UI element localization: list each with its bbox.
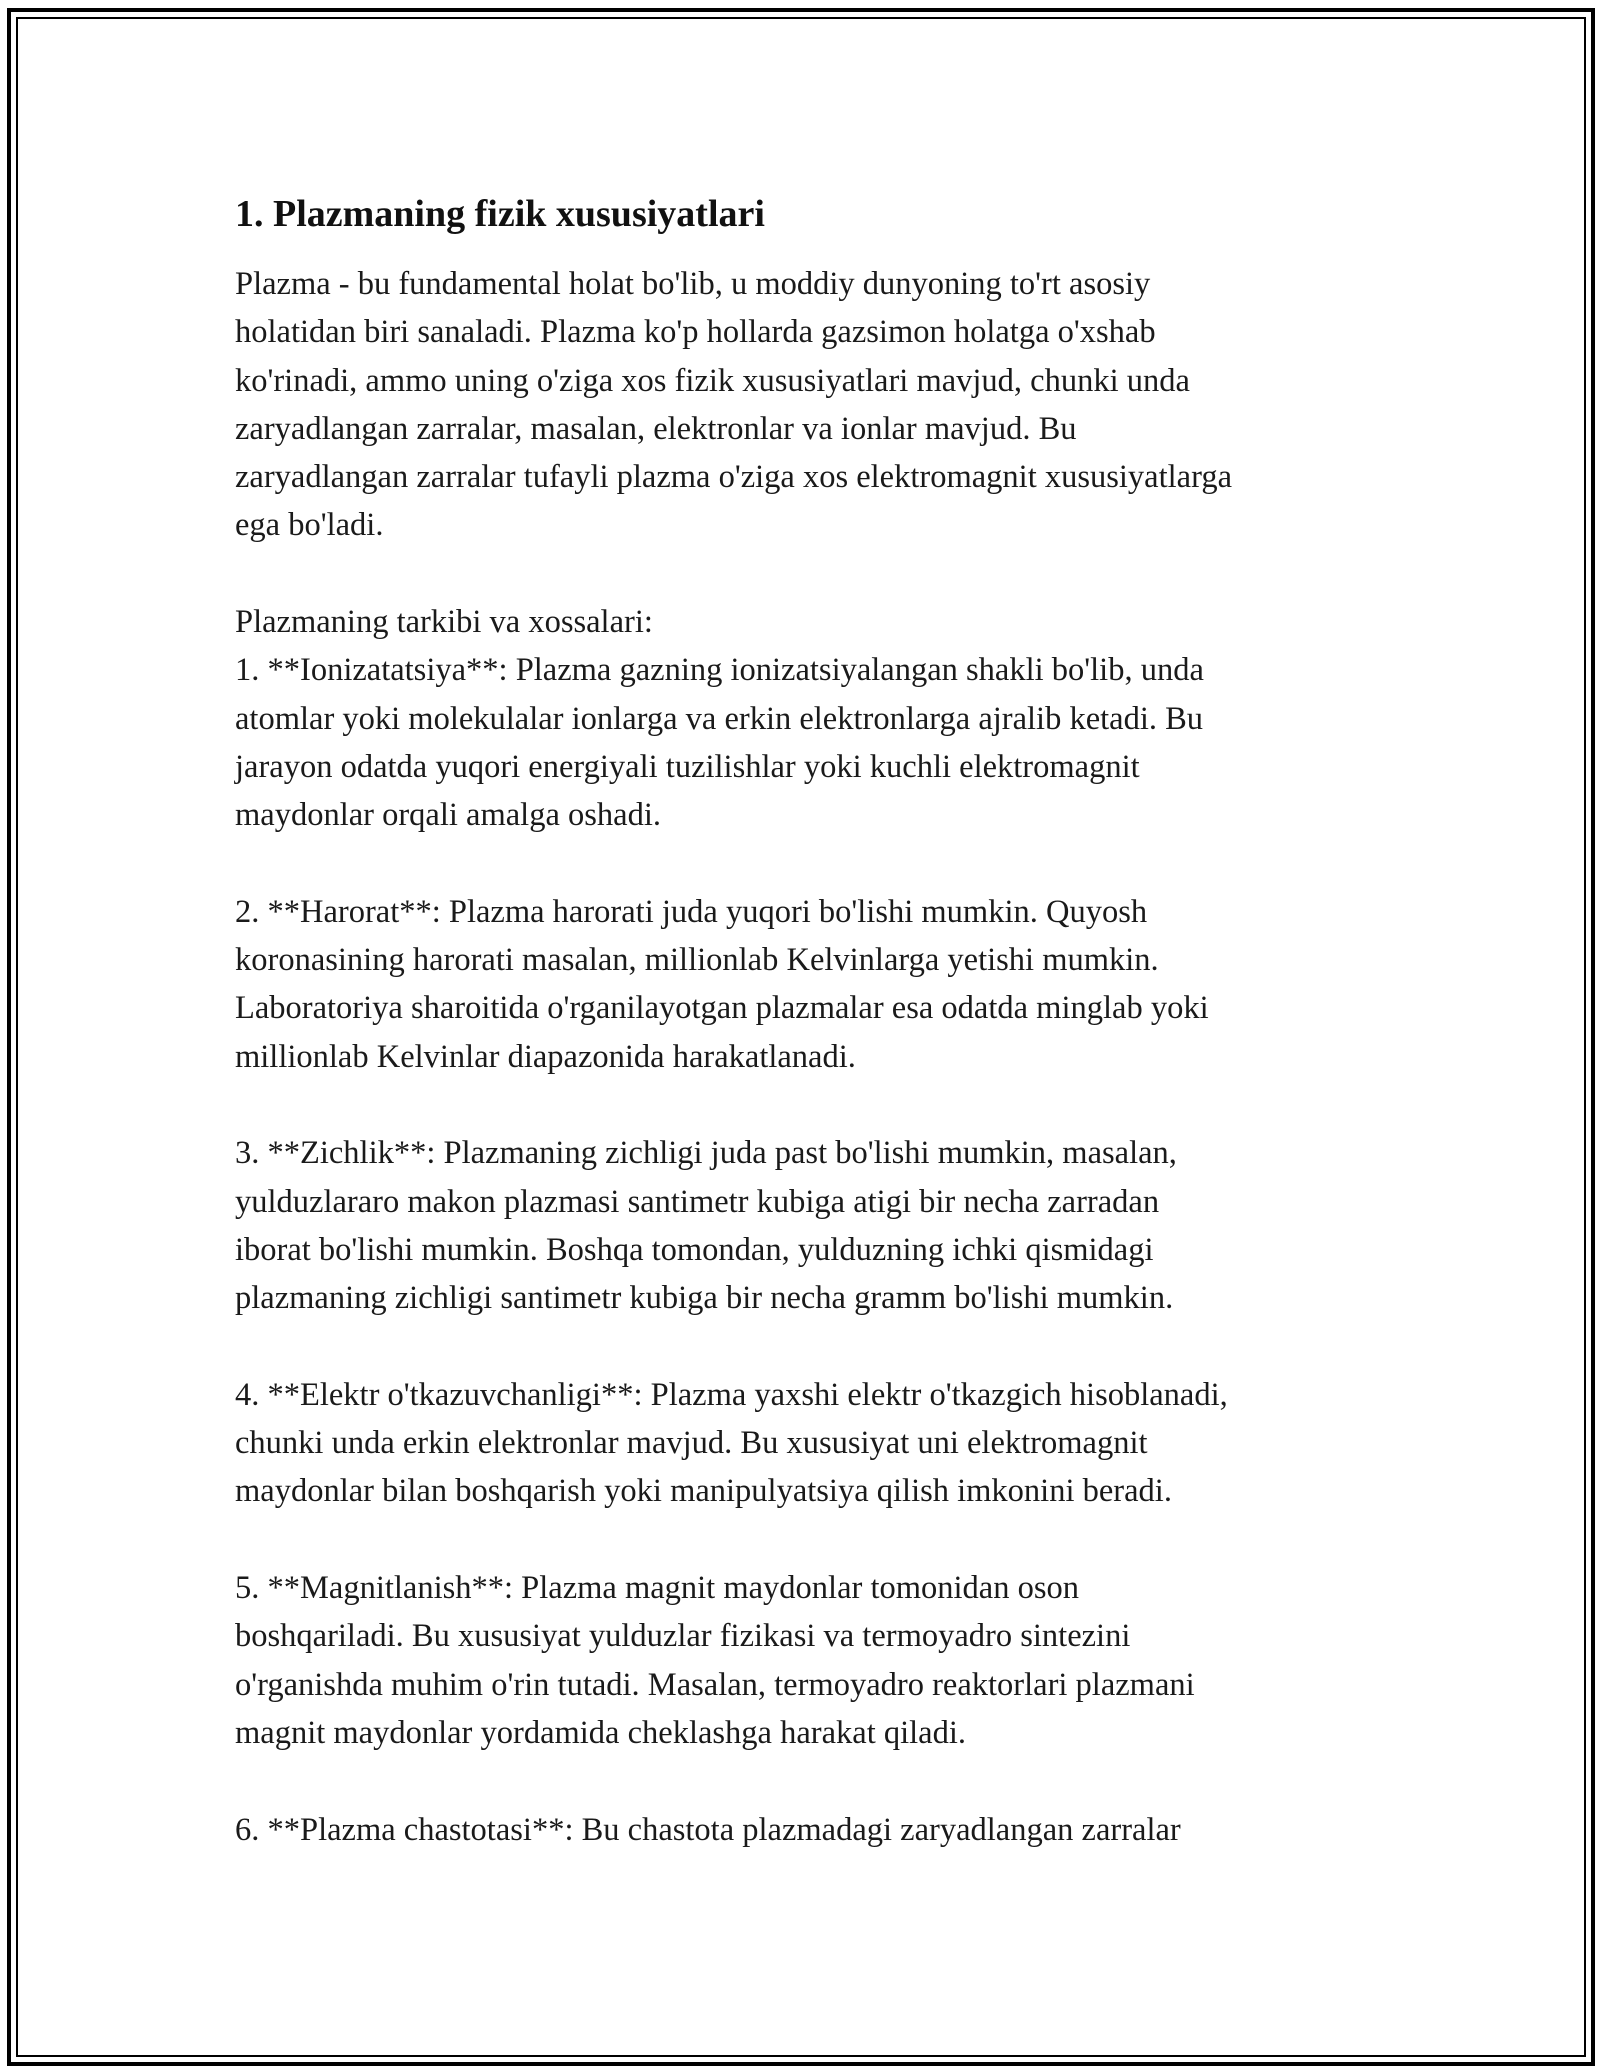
blank-line [235,1757,1380,1805]
text-line: 1. **Ionizatatsiya**: Plazma gazning ionizatsiyalangan shakli bo'lib, unda [235,652,1204,689]
text-line: 2. **Harorat**: Plazma harorati juda yuqori bo'lishi mumkin. Quyosh [235,893,1148,930]
text-line: yulduzlararo makon plazmasi santimetr kubiga atigi bir necha zarradan [235,1183,1160,1220]
blank-line [235,840,1380,888]
text-line: holatidan biri sanaladi. Plazma ko'p hollarda gazsimon holatga o'xshab [235,314,1156,351]
blank-line [235,550,1380,598]
text-line: o'rganishda muhim o'rin tutadi. Masalan, termoyadro reaktorlari plazmani [235,1666,1195,1703]
text-line: zaryadlangan zarralar tufayli plazma o'ziga xos elektromagnit xususiyatlarga [235,459,1232,496]
section-heading: 1. Plazmaning fizik xususiyatlari [235,193,765,235]
text-line: koronasining harorati masalan, millionlab Kelvinlarga yetishi mumkin. [235,942,1159,979]
text-line: Plazma - bu fundamental holat bo'lib, u moddiy dunyoning to'rt asosiy [235,266,1151,302]
text-line: magnit maydonlar yordamida cheklashga harakat qiladi. [235,1714,966,1751]
text-line: ko'rinadi, ammo uning o'ziga xos fizik xususiyatlari mavjud, chunki unda [235,362,1190,399]
text-line: boshqariladi. Bu xususiyat yulduzlar fizikasi va termoyadro sintezini [235,1618,1131,1655]
text-line: jarayon odatda yuqori energiyali tuzilishlar yoki kuchli elektromagnit [235,748,1140,785]
body-text [235,260,1380,1854]
text-line: iborat bo'lishi mumkin. Boshqa tomondan, yulduzning ichki qismidagi [235,1231,1154,1268]
text-line: 4. **Elektr o'tkazuvchanligi**: Plazma yaxshi elektr o'tkazgich hisoblanadi, [235,1376,1228,1413]
text-line: 5. **Magnitlanish**: Plazma magnit maydonlar tomonidan oson [235,1570,1079,1607]
text-line: ega bo'ladi. [235,507,384,544]
text-line: millionlab Kelvinlar diapazonida harakatlanadi. [235,1038,856,1075]
text-line: 6. **Plazma chastotasi**: Bu chastota plazmadagi zaryadlangan zarralar [235,1811,1181,1848]
text-line: plazmaning zichligi santimetr kubiga bir necha gramm bo'lishi mumkin. [235,1280,1174,1317]
document-content [235,186,1380,1854]
text-line: zaryadlangan zarralar, masalan, elektronlar va ionlar mavjud. Bu [235,410,1077,447]
blank-line [235,1516,1380,1564]
text-line: chunki unda erkin elektronlar mavjud. Bu xususiyat uni elektromagnit [235,1425,1148,1462]
text-line: maydonlar orqali amalga oshadi. [235,797,661,834]
text-line: 3. **Zichlik**: Plazmaning zichligi juda past bo'lishi mumkin, masalan, [235,1135,1177,1172]
text-line: Plazmaning tarkibi va xossalari: [235,604,653,641]
text-line: atomlar yoki molekulalar ionlarga va erkin elektronlarga ajralib ketadi. Bu [235,700,1204,737]
text-line: maydonlar bilan boshqarish yoki manipulyatsiya qilish imkonini beradi. [235,1473,1172,1510]
blank-line [235,1081,1380,1129]
text-line: Laboratoriya sharoitida o'rganilayotgan plazmalar esa odatda minglab yoki [235,990,1209,1027]
blank-line [235,1323,1380,1371]
